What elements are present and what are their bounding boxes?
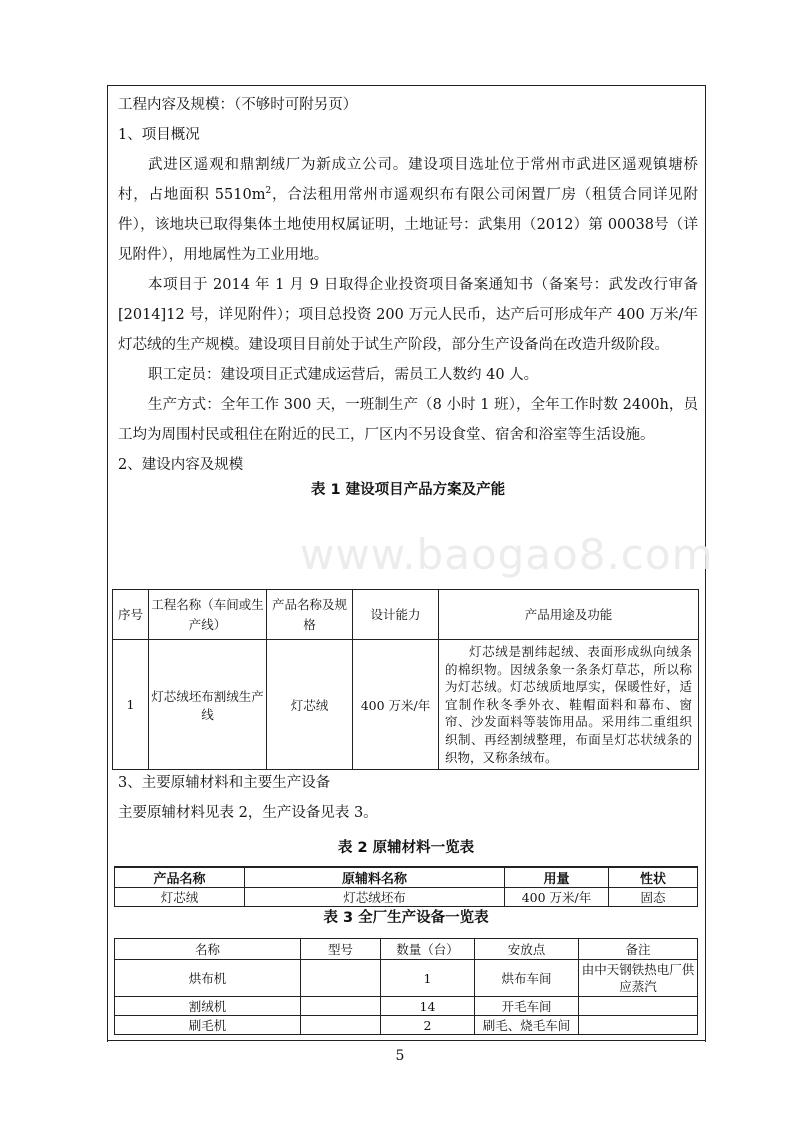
col-capacity: 设计能力 bbox=[353, 590, 439, 640]
cell: 烘布车间 bbox=[475, 960, 579, 997]
table-row bbox=[115, 997, 698, 1016]
cell: 割绒机 bbox=[115, 997, 301, 1016]
section2-title: 2、建设内容及规模 bbox=[118, 457, 244, 473]
paragraph-overview-b: ，合法租用常州市遥观织布有限公司闲置厂房（租赁合同详见附件），该地块已取得集体土地使用权属证明，土地证号：武集用（2012）第 00038号（详见附件），用地属性为工业用地。 bbox=[118, 187, 699, 263]
table-header-row bbox=[115, 867, 698, 888]
cell: 灯芯绒坯布 bbox=[245, 888, 505, 907]
col-project: 工程名称（车间或生产线） bbox=[149, 590, 267, 640]
paragraph-production: 生产方式：全年工作 300 天，一班制生产（8 小时 1 班），全年工作时数 2400h，员工均为周围村民或租住在附近的民工，厂区内不另设食堂、宿舍和浴室等生活设施。 bbox=[118, 397, 698, 443]
col-name: 名称 bbox=[115, 939, 301, 960]
table-header-row bbox=[115, 939, 698, 960]
page-number: 5 bbox=[395, 1048, 405, 1064]
table-row bbox=[115, 960, 698, 997]
material-table bbox=[114, 866, 698, 907]
cell bbox=[301, 1016, 381, 1035]
cell-usage: 灯芯绒是割纬起绒、表面形成纵向绒条的棉织物。因绒条象一条条灯草芯，所以称为灯芯绒。灯芯绒质地厚实，保暖性好，适宜制作秋冬季外衣、鞋帽面料和幕布、窗帘、沙发面料等装饰用品。采用纬二重组织织制、再经割绒整理，布面呈灯芯状绒条的织物，又称条绒布。 bbox=[439, 640, 699, 770]
table-row bbox=[115, 888, 698, 907]
table-row bbox=[115, 1016, 698, 1035]
paragraph-staff: 职工定员：建设项目正式建成运营后，需员工人数约 40 人。 bbox=[148, 367, 539, 383]
cell bbox=[301, 997, 381, 1016]
superscript-2: 2 bbox=[265, 186, 272, 197]
paragraph-overview bbox=[118, 150, 698, 270]
paragraph-overview-a: 武进区遥观和鼎割绒厂为新成立公司。建设项目选址位于常州市武进区遥观镇塘桥村，占地面积 5510m bbox=[118, 157, 698, 203]
col-location: 安放点 bbox=[475, 939, 579, 960]
col-remark: 备注 bbox=[579, 939, 698, 960]
watermark: www.baogao8.com bbox=[300, 530, 714, 579]
table1-caption: 表 1 建设项目产品方案及产能 bbox=[310, 482, 506, 498]
col-product: 产品名称及规格 bbox=[267, 590, 353, 640]
equipment-table bbox=[114, 938, 698, 1035]
page-content bbox=[118, 90, 698, 500]
table2-caption: 表 2 原辅材料一览表 bbox=[337, 840, 475, 856]
form-frame-bottom bbox=[107, 1040, 705, 1041]
col-amount: 用量 bbox=[505, 867, 609, 888]
cell: 灯芯绒 bbox=[115, 888, 245, 907]
cell: 刷毛、烧毛车间 bbox=[475, 1016, 579, 1035]
col-usage: 产品用途及功能 bbox=[439, 590, 699, 640]
cell bbox=[579, 1016, 698, 1035]
section1-title: 1、项目概况 bbox=[118, 127, 200, 143]
col-no: 序号 bbox=[113, 590, 149, 640]
cell: 由中天钢铁热电厂供应蒸汽 bbox=[579, 960, 698, 997]
section3-title: 3、主要原辅材料和主要生产设备 bbox=[118, 775, 331, 791]
cell: 开毛车间 bbox=[475, 997, 579, 1016]
col-material-name: 原辅料名称 bbox=[245, 867, 505, 888]
cell: 1 bbox=[381, 960, 475, 997]
header-line: 工程内容及规模：（不够时可附另页） bbox=[118, 97, 358, 113]
table-row bbox=[113, 640, 699, 770]
col-quantity: 数量（台） bbox=[381, 939, 475, 960]
cell-product: 灯芯绒 bbox=[267, 640, 353, 770]
table3-caption: 表 3 全厂生产设备一览表 bbox=[323, 910, 489, 926]
paragraph-filing: 本项目于 2014 年 1 月 9 日取得企业投资项目备案通知书（备案号：武发改行审备[2014]12 号，详见附件）；项目总投资 200 万元人民币，达产后可形成年产 400 万米/年灯芯绒的生产规模。建设项目目前处于试生产阶段，部分生产设备尚在改造升级阶段。 bbox=[118, 277, 698, 353]
cell-no: 1 bbox=[113, 640, 149, 770]
cell: 固态 bbox=[609, 888, 698, 907]
col-model: 型号 bbox=[301, 939, 381, 960]
cell bbox=[579, 997, 698, 1016]
col-state: 性状 bbox=[609, 867, 698, 888]
cell: 14 bbox=[381, 997, 475, 1016]
cell: 烘布机 bbox=[115, 960, 301, 997]
table-header-row bbox=[113, 590, 699, 640]
cell: 2 bbox=[381, 1016, 475, 1035]
col-product-name: 产品名称 bbox=[115, 867, 245, 888]
product-table bbox=[112, 589, 699, 770]
cell-project: 灯芯绒坯布割绒生产线 bbox=[149, 640, 267, 770]
cell: 400 万米/年 bbox=[505, 888, 609, 907]
section3-text: 主要原辅材料见表 2，生产设备见表 3。 bbox=[118, 805, 378, 821]
cell bbox=[301, 960, 381, 997]
cell-capacity: 400 万米/年 bbox=[353, 640, 439, 770]
cell: 刷毛机 bbox=[115, 1016, 301, 1035]
